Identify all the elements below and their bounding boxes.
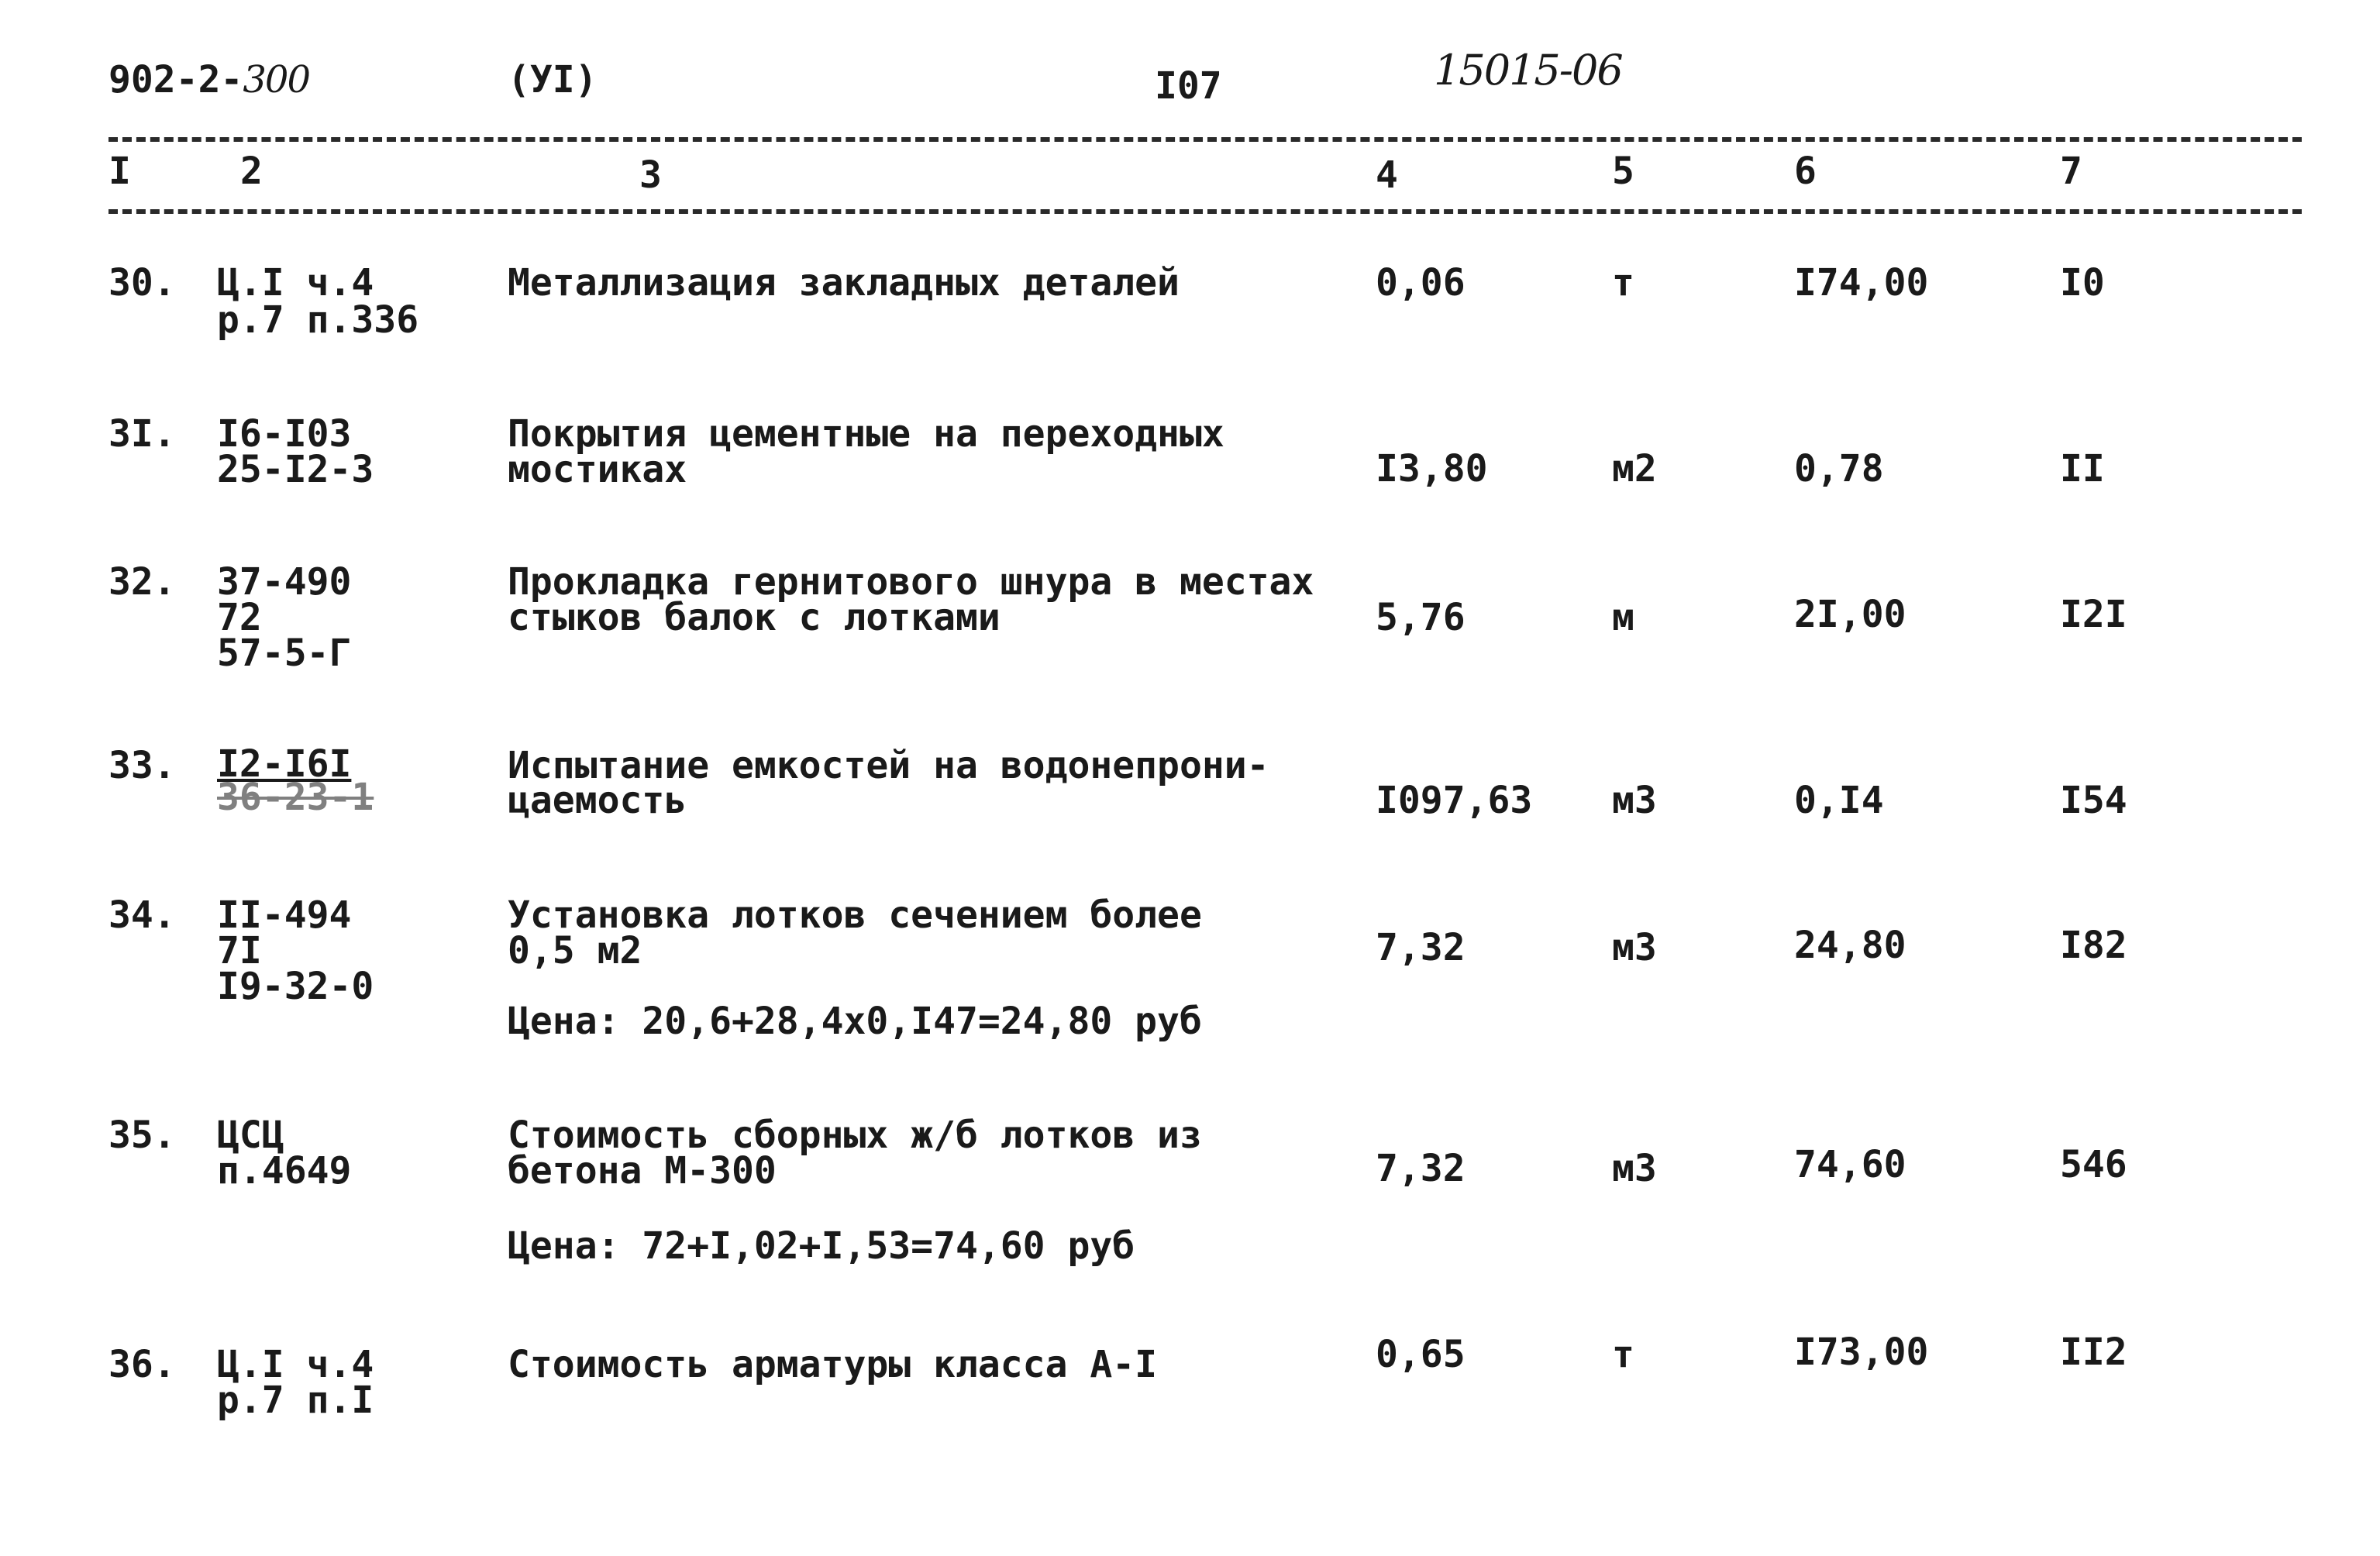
row-ref-line: I2-I6I bbox=[217, 742, 352, 786]
row-ref-line: ЦСЦ bbox=[217, 1114, 284, 1157]
row-unit-price: 0,78 bbox=[1794, 447, 1884, 491]
column-header-3: 3 bbox=[639, 153, 662, 197]
project-code-handwritten: 300 bbox=[243, 58, 310, 102]
row-description-line: бетона М-300 bbox=[508, 1149, 777, 1193]
row-description-line: мостиках bbox=[508, 448, 687, 491]
section-label: (УI) bbox=[508, 58, 598, 102]
row-unit-price: 2I,00 bbox=[1794, 593, 1906, 636]
row-ref-line: 72 bbox=[217, 596, 262, 639]
row-description-line: Стоимость сборных ж/б лотков из bbox=[508, 1114, 1202, 1157]
column-header-1: I bbox=[108, 150, 131, 193]
row-ref-line: 25-I2-3 bbox=[217, 448, 374, 491]
row-total: I0 bbox=[2060, 261, 2105, 305]
row-description-line: Установка лотков сечением более bbox=[508, 893, 1202, 937]
row-ref-line-struck: 36-23-1 bbox=[217, 776, 374, 819]
row-number: 36. bbox=[108, 1343, 176, 1386]
row-ref-line: Ц.I ч.4 bbox=[217, 261, 374, 305]
row-unit: т bbox=[1612, 261, 1634, 305]
row-description-line: Металлизация закладных деталей bbox=[508, 261, 1180, 305]
page-number: I07 bbox=[1155, 64, 1222, 108]
row-ref-line: II-494 bbox=[217, 893, 352, 937]
row-quantity: 7,32 bbox=[1376, 1147, 1466, 1190]
row-total: II2 bbox=[2060, 1331, 2127, 1374]
row-total: I2I bbox=[2060, 593, 2127, 636]
row-total: II bbox=[2060, 447, 2105, 491]
row-description-line: Испытание емкостей на водонепрони- bbox=[508, 744, 1269, 787]
row-unit-price: 74,60 bbox=[1794, 1143, 1906, 1186]
row-ref-line: 57-5-Г bbox=[217, 632, 352, 675]
row-ref-line: I9-32-0 bbox=[217, 965, 374, 1008]
row-ref-line: р.7 п.I bbox=[217, 1379, 374, 1422]
handwritten-stamp: 15015-06 bbox=[1434, 46, 1622, 95]
row-total: I82 bbox=[2060, 924, 2127, 967]
row-unit-price: I74,00 bbox=[1794, 261, 1929, 305]
row-unit: м3 bbox=[1612, 926, 1657, 969]
row-ref-line: 7I bbox=[217, 929, 262, 972]
row-quantity: 5,76 bbox=[1376, 596, 1466, 639]
row-description-line: 0,5 м2 bbox=[508, 929, 642, 972]
row-description-line: стыков балок с лотками bbox=[508, 596, 1001, 639]
row-total: 546 bbox=[2060, 1143, 2127, 1186]
project-code-typed: 902-2- bbox=[108, 58, 243, 102]
row-unit: м bbox=[1612, 596, 1634, 639]
row-number: 32. bbox=[108, 560, 176, 604]
header-bottom-rule bbox=[108, 209, 2302, 214]
row-ref-line: п.4649 bbox=[217, 1149, 352, 1193]
row-price-note: Цена: 72+I,02+I,53=74,60 руб bbox=[508, 1224, 1135, 1268]
row-ref-line: Ц.I ч.4 bbox=[217, 1343, 374, 1386]
row-unit: м3 bbox=[1612, 1147, 1657, 1190]
column-header-2: 2 bbox=[240, 150, 263, 193]
header-top-rule bbox=[108, 137, 2302, 142]
row-description-line: Прокладка гернитового шнура в местах bbox=[508, 560, 1314, 604]
row-quantity: I3,80 bbox=[1376, 447, 1488, 491]
row-ref-line: I6-I03 bbox=[217, 412, 352, 456]
row-ref-line: 37-490 bbox=[217, 560, 352, 604]
row-description-line: цаемость bbox=[508, 779, 687, 822]
row-number: 34. bbox=[108, 893, 176, 937]
row-total: I54 bbox=[2060, 779, 2127, 822]
row-ref-line: р.7 п.336 bbox=[217, 298, 419, 342]
row-description-line: Стоимость арматуры класса А-I bbox=[508, 1343, 1158, 1386]
project-code bbox=[108, 58, 310, 102]
row-unit: м3 bbox=[1612, 779, 1657, 822]
row-unit-price: I73,00 bbox=[1794, 1331, 1929, 1374]
row-unit: т bbox=[1612, 1333, 1634, 1376]
row-number: 30. bbox=[108, 261, 176, 305]
row-number: 35. bbox=[108, 1114, 176, 1157]
row-unit-price: 24,80 bbox=[1794, 924, 1906, 967]
row-number: 33. bbox=[108, 744, 176, 787]
row-quantity: 7,32 bbox=[1376, 926, 1466, 969]
row-unit-price: 0,I4 bbox=[1794, 779, 1884, 822]
column-header-4: 4 bbox=[1376, 153, 1398, 197]
row-quantity: I097,63 bbox=[1376, 779, 1533, 822]
row-quantity: 0,06 bbox=[1376, 261, 1466, 305]
row-number: 3I. bbox=[108, 412, 176, 456]
row-price-note: Цена: 20,6+28,4х0,I47=24,80 руб bbox=[508, 1000, 1202, 1043]
column-header-5: 5 bbox=[1612, 150, 1634, 193]
row-quantity: 0,65 bbox=[1376, 1333, 1466, 1376]
column-header-6: 6 bbox=[1794, 150, 1817, 193]
row-description-line: Покрытия цементные на переходных bbox=[508, 412, 1224, 456]
column-header-7: 7 bbox=[2060, 150, 2082, 193]
row-unit: м2 bbox=[1612, 447, 1657, 491]
